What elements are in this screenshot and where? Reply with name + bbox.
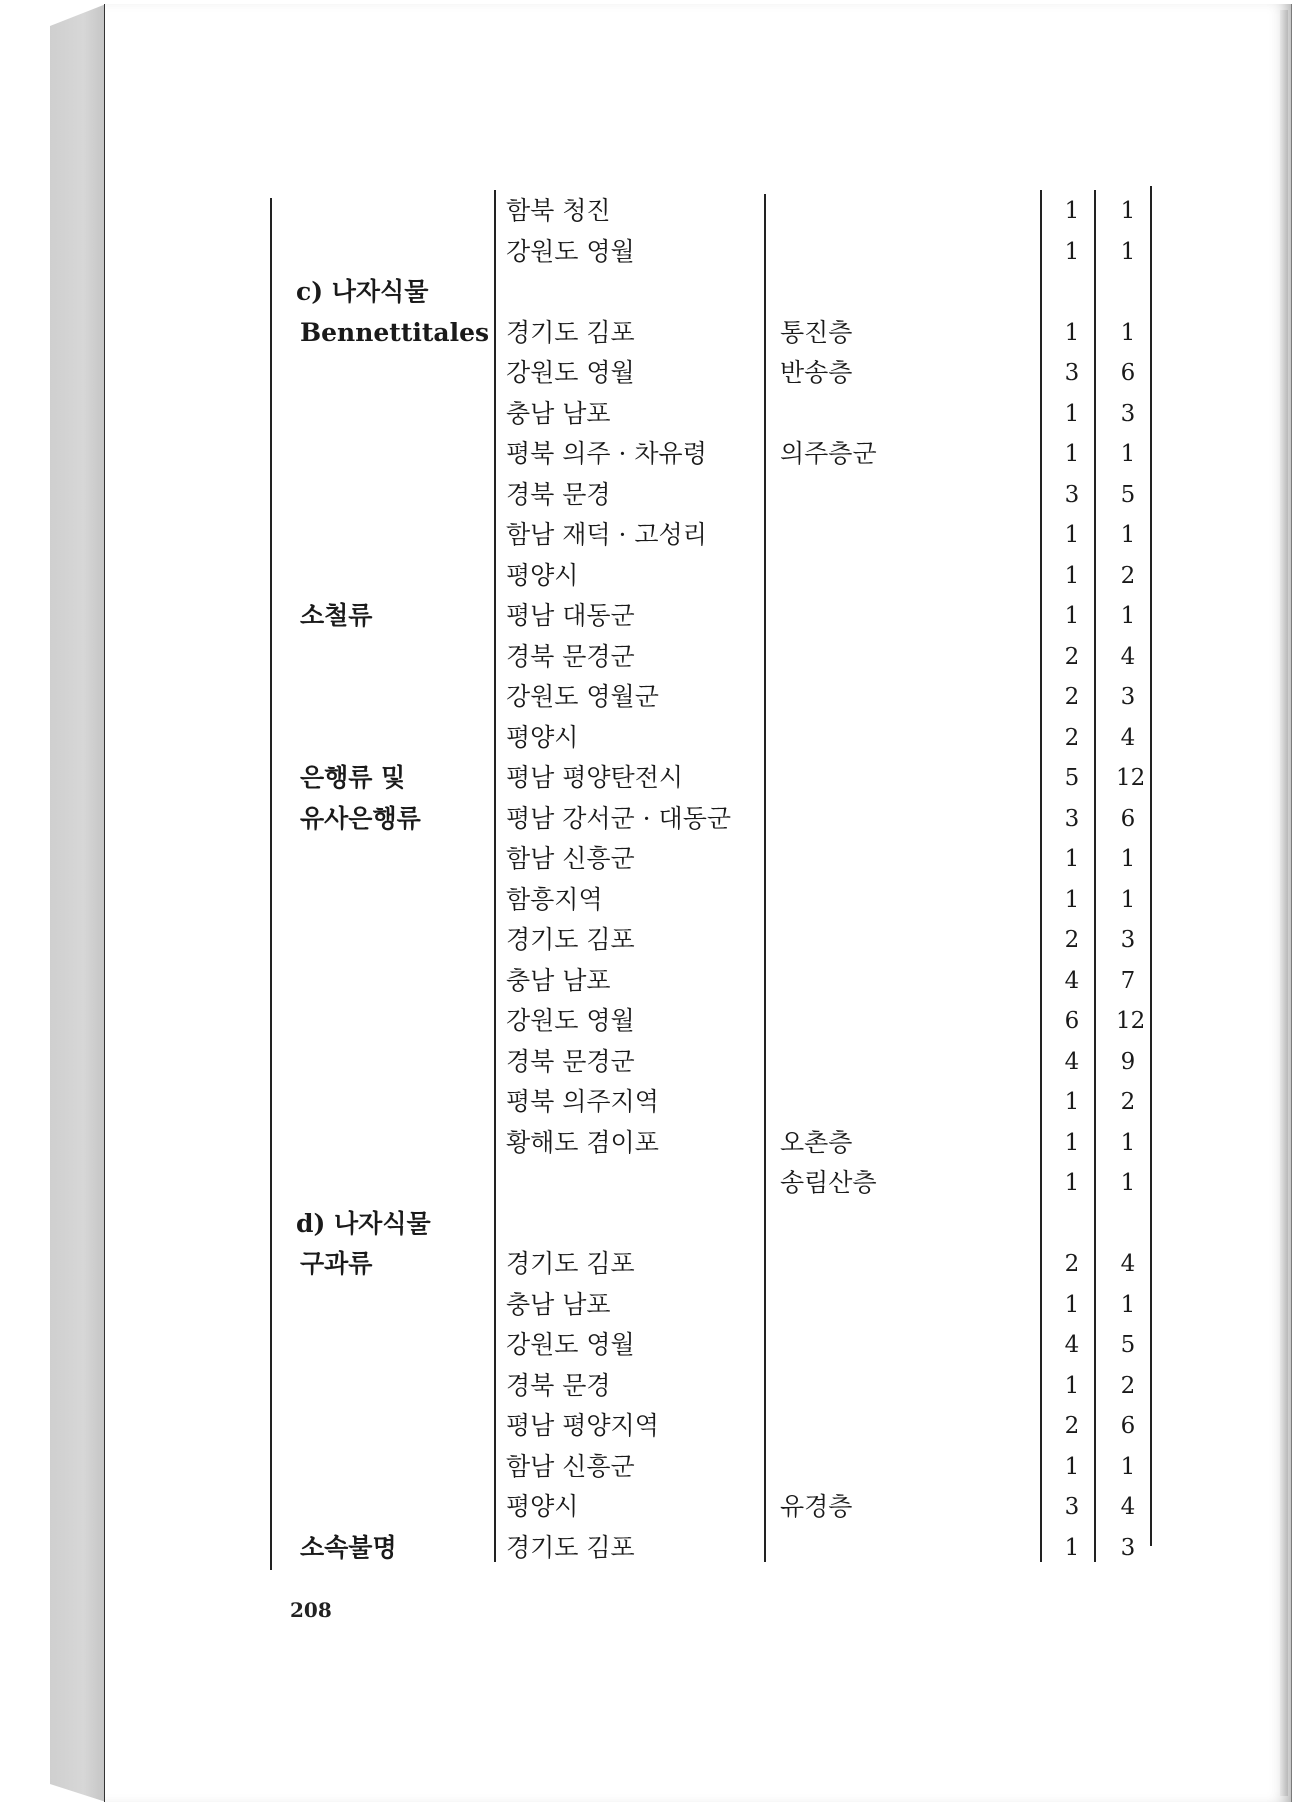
row-location: 평북 의주 · 차유령	[506, 439, 707, 468]
row-count-1: 1	[1064, 887, 1080, 913]
row-count-2: 1	[1120, 1292, 1136, 1318]
page-edge	[1280, 10, 1288, 1796]
row-count-2: 4	[1120, 725, 1136, 751]
row-count-1: 1	[1064, 320, 1080, 346]
row-count-1: 5	[1064, 765, 1080, 791]
row-count-1: 4	[1064, 968, 1080, 994]
row-count-1: 1	[1064, 239, 1080, 265]
row-location: 함북 청진	[506, 196, 611, 225]
row-count-2: 12	[1116, 765, 1146, 791]
row-count-2: 1	[1120, 198, 1136, 224]
row-count-2: 3	[1120, 684, 1136, 710]
row-count-1: 1	[1064, 1373, 1080, 1399]
row-count-2: 1	[1120, 1130, 1136, 1156]
row-count-2: 5	[1120, 1332, 1136, 1358]
row-location: 함남 신흥군	[506, 1452, 635, 1481]
row-count-2: 2	[1120, 1089, 1136, 1115]
row-location: 경북 문경	[506, 1371, 611, 1400]
row-category: 유사은행류	[300, 804, 421, 833]
row-count-2: 6	[1120, 806, 1136, 832]
row-category: 소철류	[300, 601, 373, 630]
row-count-2: 4	[1120, 1251, 1136, 1277]
row-count-2: 12	[1116, 1008, 1146, 1034]
row-count-2: 1	[1120, 603, 1136, 629]
row-location: 충남 남포	[506, 966, 611, 995]
row-count-2: 4	[1120, 644, 1136, 670]
table-left-rule	[270, 198, 272, 1570]
row-location: 경기도 김포	[506, 318, 635, 347]
row-count-1: 4	[1064, 1049, 1080, 1075]
row-count-2: 1	[1120, 1170, 1136, 1196]
row-count-2: 6	[1120, 360, 1136, 386]
row-count-1: 1	[1064, 563, 1080, 589]
row-count-2: 9	[1120, 1049, 1136, 1075]
row-count-1: 1	[1064, 1170, 1080, 1196]
row-count-1: 3	[1064, 482, 1080, 508]
row-category: c) 나자식물	[296, 277, 429, 306]
row-count-1: 2	[1064, 725, 1080, 751]
row-count-1: 2	[1064, 644, 1080, 670]
row-count-2: 1	[1120, 441, 1136, 467]
row-count-2: 1	[1120, 887, 1136, 913]
row-count-1: 1	[1064, 1454, 1080, 1480]
row-location: 강원도 영월군	[506, 682, 659, 711]
row-stratum: 오촌층	[780, 1128, 853, 1157]
row-count-2: 3	[1120, 401, 1136, 427]
row-location: 경기도 김포	[506, 1249, 635, 1278]
row-location: 강원도 영월	[506, 1330, 635, 1359]
row-count-1: 1	[1064, 846, 1080, 872]
row-location: 평남 대동군	[506, 601, 635, 630]
row-count-2: 2	[1120, 563, 1136, 589]
row-location: 강원도 영월	[506, 358, 635, 387]
row-count-1: 2	[1064, 1251, 1080, 1277]
row-location: 평양시	[506, 723, 579, 752]
row-count-2: 6	[1120, 1413, 1136, 1439]
row-location: 평양시	[506, 1492, 579, 1521]
row-count-1: 1	[1064, 1130, 1080, 1156]
row-count-1: 1	[1064, 1535, 1080, 1561]
row-category: 소속불명	[300, 1533, 397, 1562]
row-category: d) 나자식물	[296, 1209, 431, 1238]
row-count-1: 4	[1064, 1332, 1080, 1358]
row-count-1: 1	[1064, 198, 1080, 224]
row-count-1: 1	[1064, 522, 1080, 548]
row-count-1: 1	[1064, 441, 1080, 467]
row-count-2: 4	[1120, 1494, 1136, 1520]
table-count2-rule	[1094, 190, 1096, 1562]
row-count-2: 1	[1120, 320, 1136, 346]
row-location: 평남 평양지역	[506, 1411, 659, 1440]
row-count-1: 2	[1064, 927, 1080, 953]
row-count-2: 1	[1120, 522, 1136, 548]
row-location: 강원도 영월	[506, 237, 635, 266]
row-location: 함흥지역	[506, 885, 603, 914]
row-location: 평양시	[506, 561, 579, 590]
row-count-1: 2	[1064, 1413, 1080, 1439]
row-count-2: 3	[1120, 927, 1136, 953]
row-stratum: 통진층	[780, 318, 853, 347]
book-spine	[50, 4, 106, 1802]
row-category: Bennettitales	[300, 318, 490, 347]
row-count-1: 1	[1064, 401, 1080, 427]
row-location: 평남 강서군 · 대동군	[506, 804, 731, 833]
page-number: 208	[290, 1598, 332, 1622]
row-stratum: 의주층군	[780, 439, 877, 468]
row-location: 경북 문경	[506, 480, 611, 509]
row-count-2: 1	[1120, 239, 1136, 265]
row-location: 평남 평양탄전시	[506, 763, 683, 792]
row-count-1: 2	[1064, 684, 1080, 710]
table-location-rule	[494, 190, 496, 1562]
row-location: 경기도 김포	[506, 1533, 635, 1562]
book-page	[104, 4, 1291, 1802]
row-category: 은행류 및	[300, 763, 406, 792]
row-stratum: 유경층	[780, 1492, 853, 1521]
row-count-1: 6	[1064, 1008, 1080, 1034]
row-count-1: 3	[1064, 360, 1080, 386]
row-location: 함남 신흥군	[506, 844, 635, 873]
row-count-2: 1	[1120, 846, 1136, 872]
row-category: 구과류	[300, 1249, 373, 1278]
row-location: 경기도 김포	[506, 925, 635, 954]
row-stratum: 반송층	[780, 358, 853, 387]
table-right-rule	[1150, 186, 1152, 1546]
row-count-1: 3	[1064, 1494, 1080, 1520]
row-count-2: 7	[1120, 968, 1136, 994]
row-location: 강원도 영월	[506, 1006, 635, 1035]
row-count-1: 1	[1064, 1292, 1080, 1318]
row-location: 함남 재덕 · 고성리	[506, 520, 707, 549]
table-count1-rule	[1040, 190, 1042, 1562]
row-location: 경북 문경군	[506, 642, 635, 671]
row-stratum: 송림산층	[780, 1168, 877, 1197]
row-location: 충남 남포	[506, 1290, 611, 1319]
row-count-2: 3	[1120, 1535, 1136, 1561]
row-count-2: 1	[1120, 1454, 1136, 1480]
row-count-1: 1	[1064, 1089, 1080, 1115]
row-count-1: 1	[1064, 603, 1080, 629]
table-stratum-rule	[764, 194, 766, 1562]
row-count-1: 3	[1064, 806, 1080, 832]
row-count-2: 5	[1120, 482, 1136, 508]
row-location: 평북 의주지역	[506, 1087, 659, 1116]
row-location: 경북 문경군	[506, 1047, 635, 1076]
row-location: 충남 남포	[506, 399, 611, 428]
row-count-2: 2	[1120, 1373, 1136, 1399]
row-location: 황해도 겸이포	[506, 1128, 659, 1157]
